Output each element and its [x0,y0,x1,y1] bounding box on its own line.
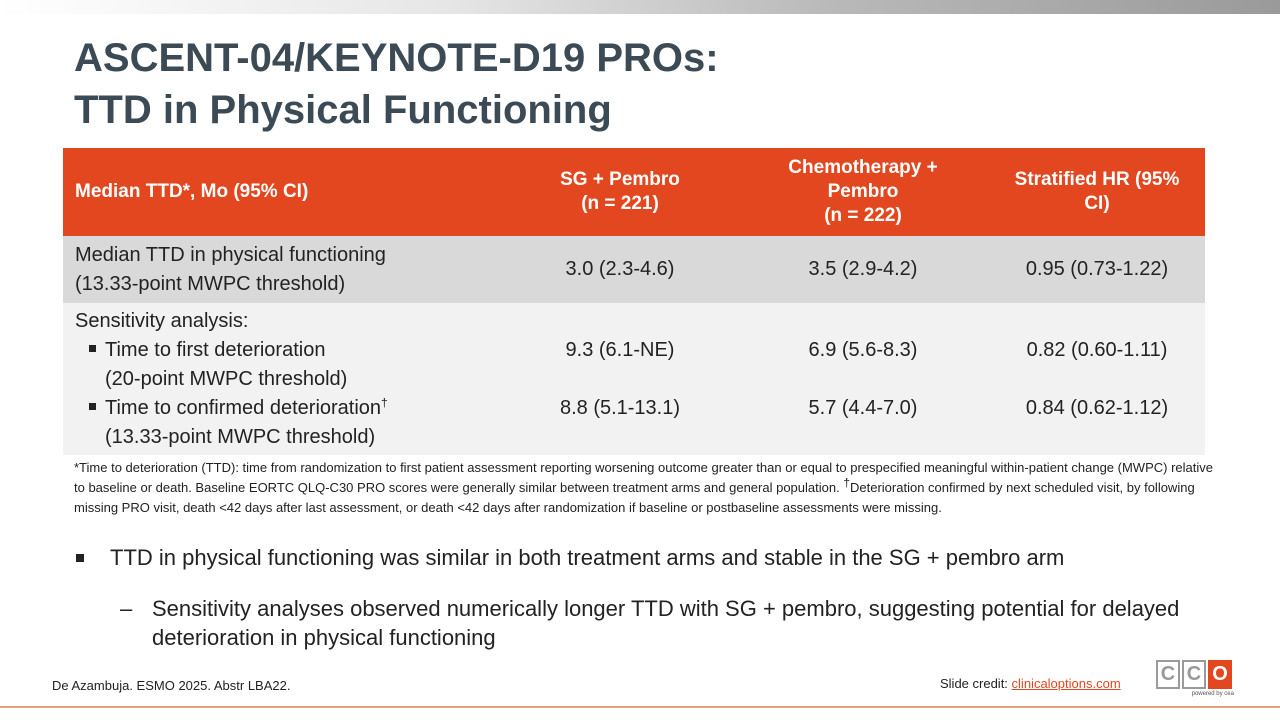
footnote: *Time to deterioration (TTD): time from randomization to first patient assessment reporting worsening outcome greater than or equal to prespecified meaningful within-patient change (MWPC) relative to baseline or death. Baseline EORTC QLQ-C30 PRO scores were generally similar between treatment arms and general population. †Deterioration confirmed by next scheduled visit, by following missing PRO visit, death <42 days after last assessment, or death <42 days after randomization if baseline or postbaseline assessments were missing. [74,460,1213,515]
sub2-sg-value: 8.8 (5.1-13.1) [559,396,681,419]
sub2-chemo-value: 5.7 (4.4-7.0) [808,396,918,419]
header-median-ttd: Median TTD*, Mo (95% CI) [63,148,503,236]
dash-bullet-icon: – [120,596,133,621]
logo-letter-c2: C [1182,660,1206,689]
results-table [63,148,1205,455]
cco-logo [1156,660,1234,697]
sub1-sg-value: 9.3 (6.1-NE) [565,338,675,361]
square-bullet-icon [89,345,96,352]
header-sg-pembro [503,148,737,236]
row2-chemo-values [737,303,989,455]
square-bullet-icon [76,554,84,562]
row1-label [63,236,503,303]
row2-hr-values [989,303,1205,455]
footnote-dagger: † [843,475,850,490]
row1-label-line1: Median TTD in physical functioning [75,243,386,266]
header-chemo-pembro [737,148,989,236]
top-gradient-bar [0,0,1280,14]
slide-title-line1: ASCENT-04/KEYNOTE-D19 PROs: [74,36,719,80]
row2-sg-values [503,303,737,455]
header-stratified-hr: Stratified HR (95% CI) [989,148,1205,236]
sub2-label-line2: (13.33-point MWPC threshold) [105,425,376,448]
bottom-divider [0,706,1280,708]
clinicaloptions-link[interactable]: clinicaloptions.com [1011,676,1121,691]
row1-sg-value: 3.0 (2.3-4.6) [503,236,737,303]
row1-hr-value: 0.95 (0.73-1.22) [989,236,1205,303]
main-bullet [74,543,1224,573]
sub2-hr-value: 0.84 (0.62-1.12) [1025,396,1169,419]
sensitivity-analysis-label: Sensitivity analysis: [75,309,249,332]
row2-label [63,303,503,455]
dagger-mark: † [381,394,388,409]
table-row [63,236,1205,303]
sub1-label-line2: (20-point MWPC threshold) [105,367,348,390]
slide-credit-label: Slide credit: [940,676,1012,691]
logo-letter-o: O [1208,660,1232,689]
sub1-label-line1: Time to first deterioration [75,336,491,365]
row1-chemo-value: 3.5 (2.9-4.2) [737,236,989,303]
square-bullet-icon [89,403,96,410]
slide-title [74,32,1224,136]
citation: De Azambuja. ESMO 2025. Abstr LBA22. [52,678,291,693]
sub-bullet [120,594,1220,652]
sub1-hr-value: 0.82 (0.60-1.11) [1026,338,1168,361]
header-chemo-pembro-line2: Pembro [827,181,899,202]
table-row [63,303,1205,455]
sub2-label-line1: Time to confirmed deterioration† [75,394,491,423]
table-header-row [63,148,1205,236]
slide-title-line2: TTD in Physical Functioning [74,88,612,132]
header-sg-pembro-line1: SG + Pembro [560,169,680,190]
logo-powered-by: powered by cea [1191,691,1234,697]
row1-label-line2: (13.33-point MWPC threshold) [75,272,346,295]
header-chemo-pembro-line3: (n = 222) [824,205,902,226]
sub-bullet-text: Sensitivity analyses observed numerically longer TTD with SG + pembro, suggesting potential for delayed deterioration in physical functioning [152,596,1180,650]
slide-credit [940,676,1121,691]
header-sg-pembro-line2: (n = 221) [581,193,659,214]
header-chemo-pembro-line1: Chemotherapy + [788,157,938,178]
main-bullet-text: TTD in physical functioning was similar in both treatment arms and stable in the SG + pembro arm [110,545,1065,570]
logo-letter-c1: C [1156,660,1180,689]
sub1-chemo-value: 6.9 (5.6-8.3) [808,338,918,361]
